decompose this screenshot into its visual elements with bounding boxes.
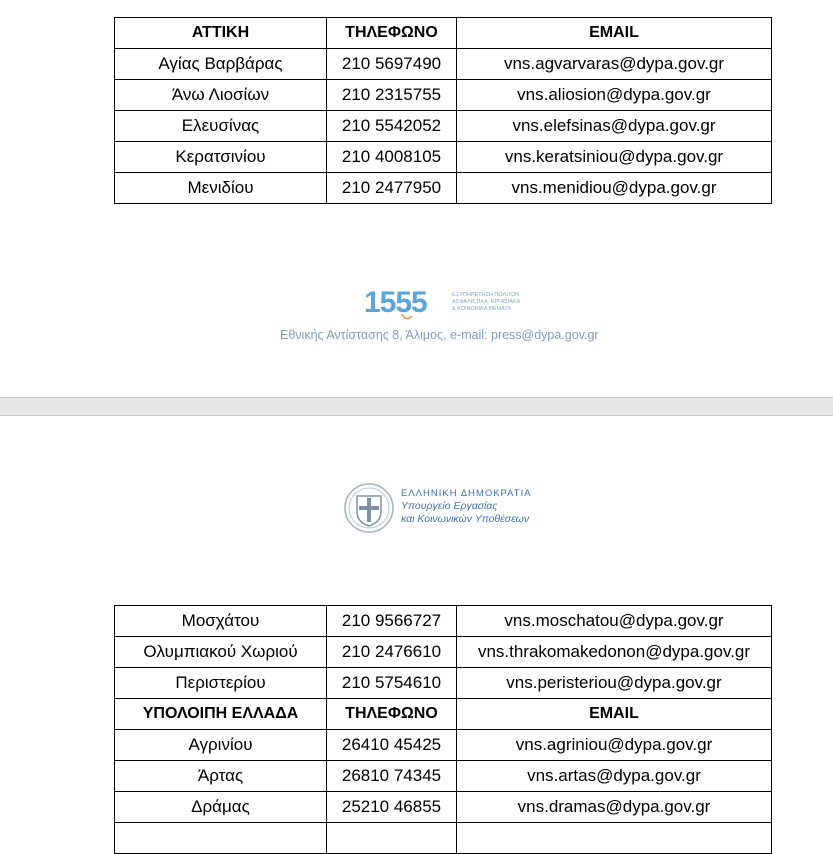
header-email: EMAIL xyxy=(457,699,772,730)
ministry-logo xyxy=(343,482,553,534)
table-row xyxy=(115,142,772,173)
office-phone: 210 4008105 xyxy=(327,142,457,173)
office-phone: 210 2476610 xyxy=(327,637,457,668)
office-email[interactable]: vns.elefsinas@dypa.gov.gr xyxy=(457,111,772,142)
table-row-partial xyxy=(115,823,772,854)
office-email[interactable]: vns.aliosion@dypa.gov.gr xyxy=(457,80,772,111)
ministry-line-2: Υπουργείο Εργασίας xyxy=(401,500,498,512)
office-phone: 25210 46855 xyxy=(327,792,457,823)
office-phone: 210 2315755 xyxy=(327,80,457,111)
ministry-line-3: και Κοινωνικών Υποθέσεων xyxy=(401,513,530,525)
office-name: Ελευσίνας xyxy=(115,111,327,142)
table-row xyxy=(115,111,772,142)
office-email[interactable]: vns.menidiou@dypa.gov.gr xyxy=(457,173,772,204)
office-phone: 26410 45425 xyxy=(327,730,457,761)
office-name: Αγίας Βαρβάρας xyxy=(115,49,327,80)
header-email: EMAIL xyxy=(457,18,772,49)
office-email[interactable]: vns.artas@dypa.gov.gr xyxy=(457,761,772,792)
office-email[interactable]: vns.agvarvaras@dypa.gov.gr xyxy=(457,49,772,80)
table-row xyxy=(115,637,772,668)
hotline-1555-logo xyxy=(364,284,534,322)
logo-tagline-2: ΑΣΦΑΛΙΣΤΙΚΑ, ΕΡΓΑΣΙΑΚΑ xyxy=(452,299,521,305)
table-header-row xyxy=(115,18,772,49)
office-email[interactable]: vns.agriniou@dypa.gov.gr xyxy=(457,730,772,761)
document-page-1 xyxy=(0,0,833,397)
office-email[interactable]: vns.moschatou@dypa.gov.gr xyxy=(457,606,772,637)
office-email[interactable]: vns.keratsiniou@dypa.gov.gr xyxy=(457,142,772,173)
table-row xyxy=(115,668,772,699)
attiki-offices-table xyxy=(114,17,772,204)
header-phone: ΤΗΛΕΦΩΝΟ xyxy=(327,18,457,49)
office-name: Κερατσινίου xyxy=(115,142,327,173)
header-phone: ΤΗΛΕΦΩΝΟ xyxy=(327,699,457,730)
office-phone: 210 5754610 xyxy=(327,668,457,699)
offices-table-continued xyxy=(114,605,772,854)
logo-number: 1555 xyxy=(364,286,427,319)
office-name: Μενιδίου xyxy=(115,173,327,204)
office-email[interactable]: vns.dramas@dypa.gov.gr xyxy=(457,792,772,823)
office-email[interactable]: vns.thrakomakedonon@dypa.gov.gr xyxy=(457,637,772,668)
office-email[interactable]: vns.peristeriou@dypa.gov.gr xyxy=(457,668,772,699)
table-row xyxy=(115,730,772,761)
table-row xyxy=(115,49,772,80)
table-row xyxy=(115,792,772,823)
table-row xyxy=(115,761,772,792)
office-phone: 210 9566727 xyxy=(327,606,457,637)
office-phone: 210 2477950 xyxy=(327,173,457,204)
table-row xyxy=(115,606,772,637)
office-phone: 210 5697490 xyxy=(327,49,457,80)
table-row xyxy=(115,173,772,204)
office-name: Δράμας xyxy=(115,792,327,823)
office-phone: 26810 74345 xyxy=(327,761,457,792)
office-name: Άρτας xyxy=(115,761,327,792)
logo-tagline-1: ΕΞΥΠΗΡΕΤΗΣΗ ΠΟΛΙΤΩΝ xyxy=(452,292,520,298)
page-break-gap xyxy=(0,397,833,416)
office-name: Ολυμπιακού Χωριού xyxy=(115,637,327,668)
logo-tagline-3: & ΚΟΙΝΩΝΙΚΑ ΘΕΜΑΤΑ xyxy=(452,306,512,312)
office-name: Αγρινίου xyxy=(115,730,327,761)
office-name: Περιστερίου xyxy=(115,668,327,699)
footer-address: Εθνικής Αντίστασης 8, Άλιμος, e-mail: press@dypa.gov.gr xyxy=(280,328,599,342)
office-phone: 210 5542052 xyxy=(327,111,457,142)
office-name: Άνω Λιοσίων xyxy=(115,80,327,111)
table-row xyxy=(115,80,772,111)
office-name: Μοσχάτου xyxy=(115,606,327,637)
header-region: ΑΤΤΙΚΗ xyxy=(115,18,327,49)
ministry-line-1: ΕΛΛΗΝΙΚΗ ΔΗΜΟΚΡΑΤΙΑ xyxy=(401,488,532,499)
greek-coat-of-arms-icon xyxy=(345,484,393,532)
table-header-row xyxy=(115,699,772,730)
header-region: ΥΠΟΛΟΙΠΗ ΕΛΛΑΔΑ xyxy=(115,699,327,730)
